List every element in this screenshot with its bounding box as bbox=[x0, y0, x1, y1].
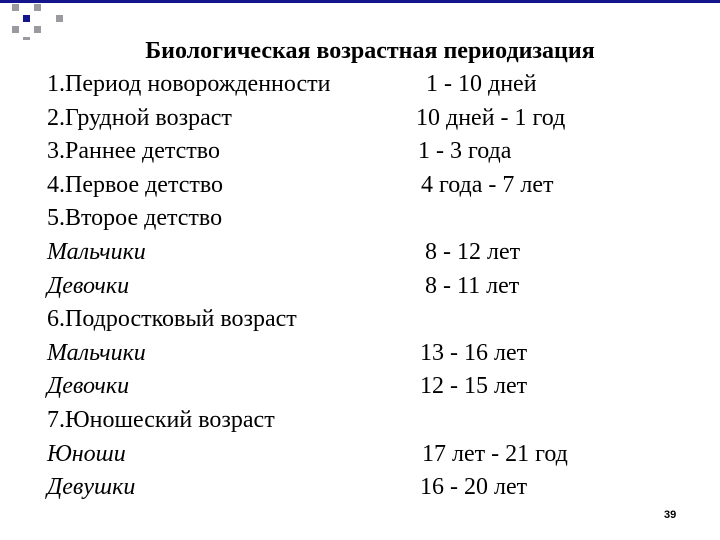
subgroup-label: Девочки bbox=[47, 272, 130, 299]
period-range: 13 - 16 лет bbox=[420, 339, 528, 366]
subgroup-row bbox=[0, 236, 720, 270]
period-label: 4.Первое детство bbox=[47, 171, 224, 198]
period-row bbox=[0, 135, 720, 169]
page-number: 39 bbox=[664, 509, 677, 521]
subgroup-row bbox=[0, 270, 720, 304]
subgroup-row bbox=[0, 370, 720, 404]
period-range: 12 - 15 лет bbox=[420, 373, 528, 400]
subgroup-label: Мальчики bbox=[47, 238, 146, 265]
slide-title: Биологическая возрастная периодизация bbox=[145, 38, 595, 64]
period-label: 3.Раннее детство bbox=[47, 138, 220, 165]
period-range: 8 - 12 лет bbox=[425, 238, 521, 265]
subgroup-label: Девушки bbox=[47, 474, 136, 501]
age-periods-list bbox=[0, 68, 720, 505]
subgroup-row bbox=[0, 438, 720, 472]
period-range: 8 - 11 лет bbox=[425, 272, 520, 299]
period-range: 17 лет - 21 год bbox=[422, 440, 568, 467]
period-row bbox=[0, 303, 720, 337]
period-row bbox=[0, 202, 720, 236]
period-range: 1 - 3 года bbox=[418, 138, 512, 165]
period-range: 4 года - 7 лет bbox=[421, 171, 554, 198]
period-label: 7.Юношеский возраст bbox=[47, 406, 275, 433]
period-row bbox=[0, 404, 720, 438]
subgroup-row bbox=[0, 337, 720, 371]
subgroup-label: Девочки bbox=[47, 373, 130, 400]
period-row bbox=[0, 68, 720, 102]
period-row bbox=[0, 169, 720, 203]
period-range: 10 дней - 1 год bbox=[416, 104, 566, 131]
subgroup-label: Мальчики bbox=[47, 339, 146, 366]
period-range: 1 - 10 дней bbox=[426, 71, 537, 97]
period-label: 2.Грудной возраст bbox=[47, 104, 232, 131]
period-label: 6.Подростковый возраст bbox=[47, 306, 297, 333]
subgroup-label: Юноши bbox=[47, 440, 126, 467]
period-row bbox=[0, 102, 720, 136]
period-label: 1.Период новорожденности bbox=[47, 71, 331, 97]
period-label: 5.Второе детство bbox=[47, 205, 223, 232]
period-range: 16 - 20 лет bbox=[420, 474, 528, 501]
subgroup-row bbox=[0, 471, 720, 505]
